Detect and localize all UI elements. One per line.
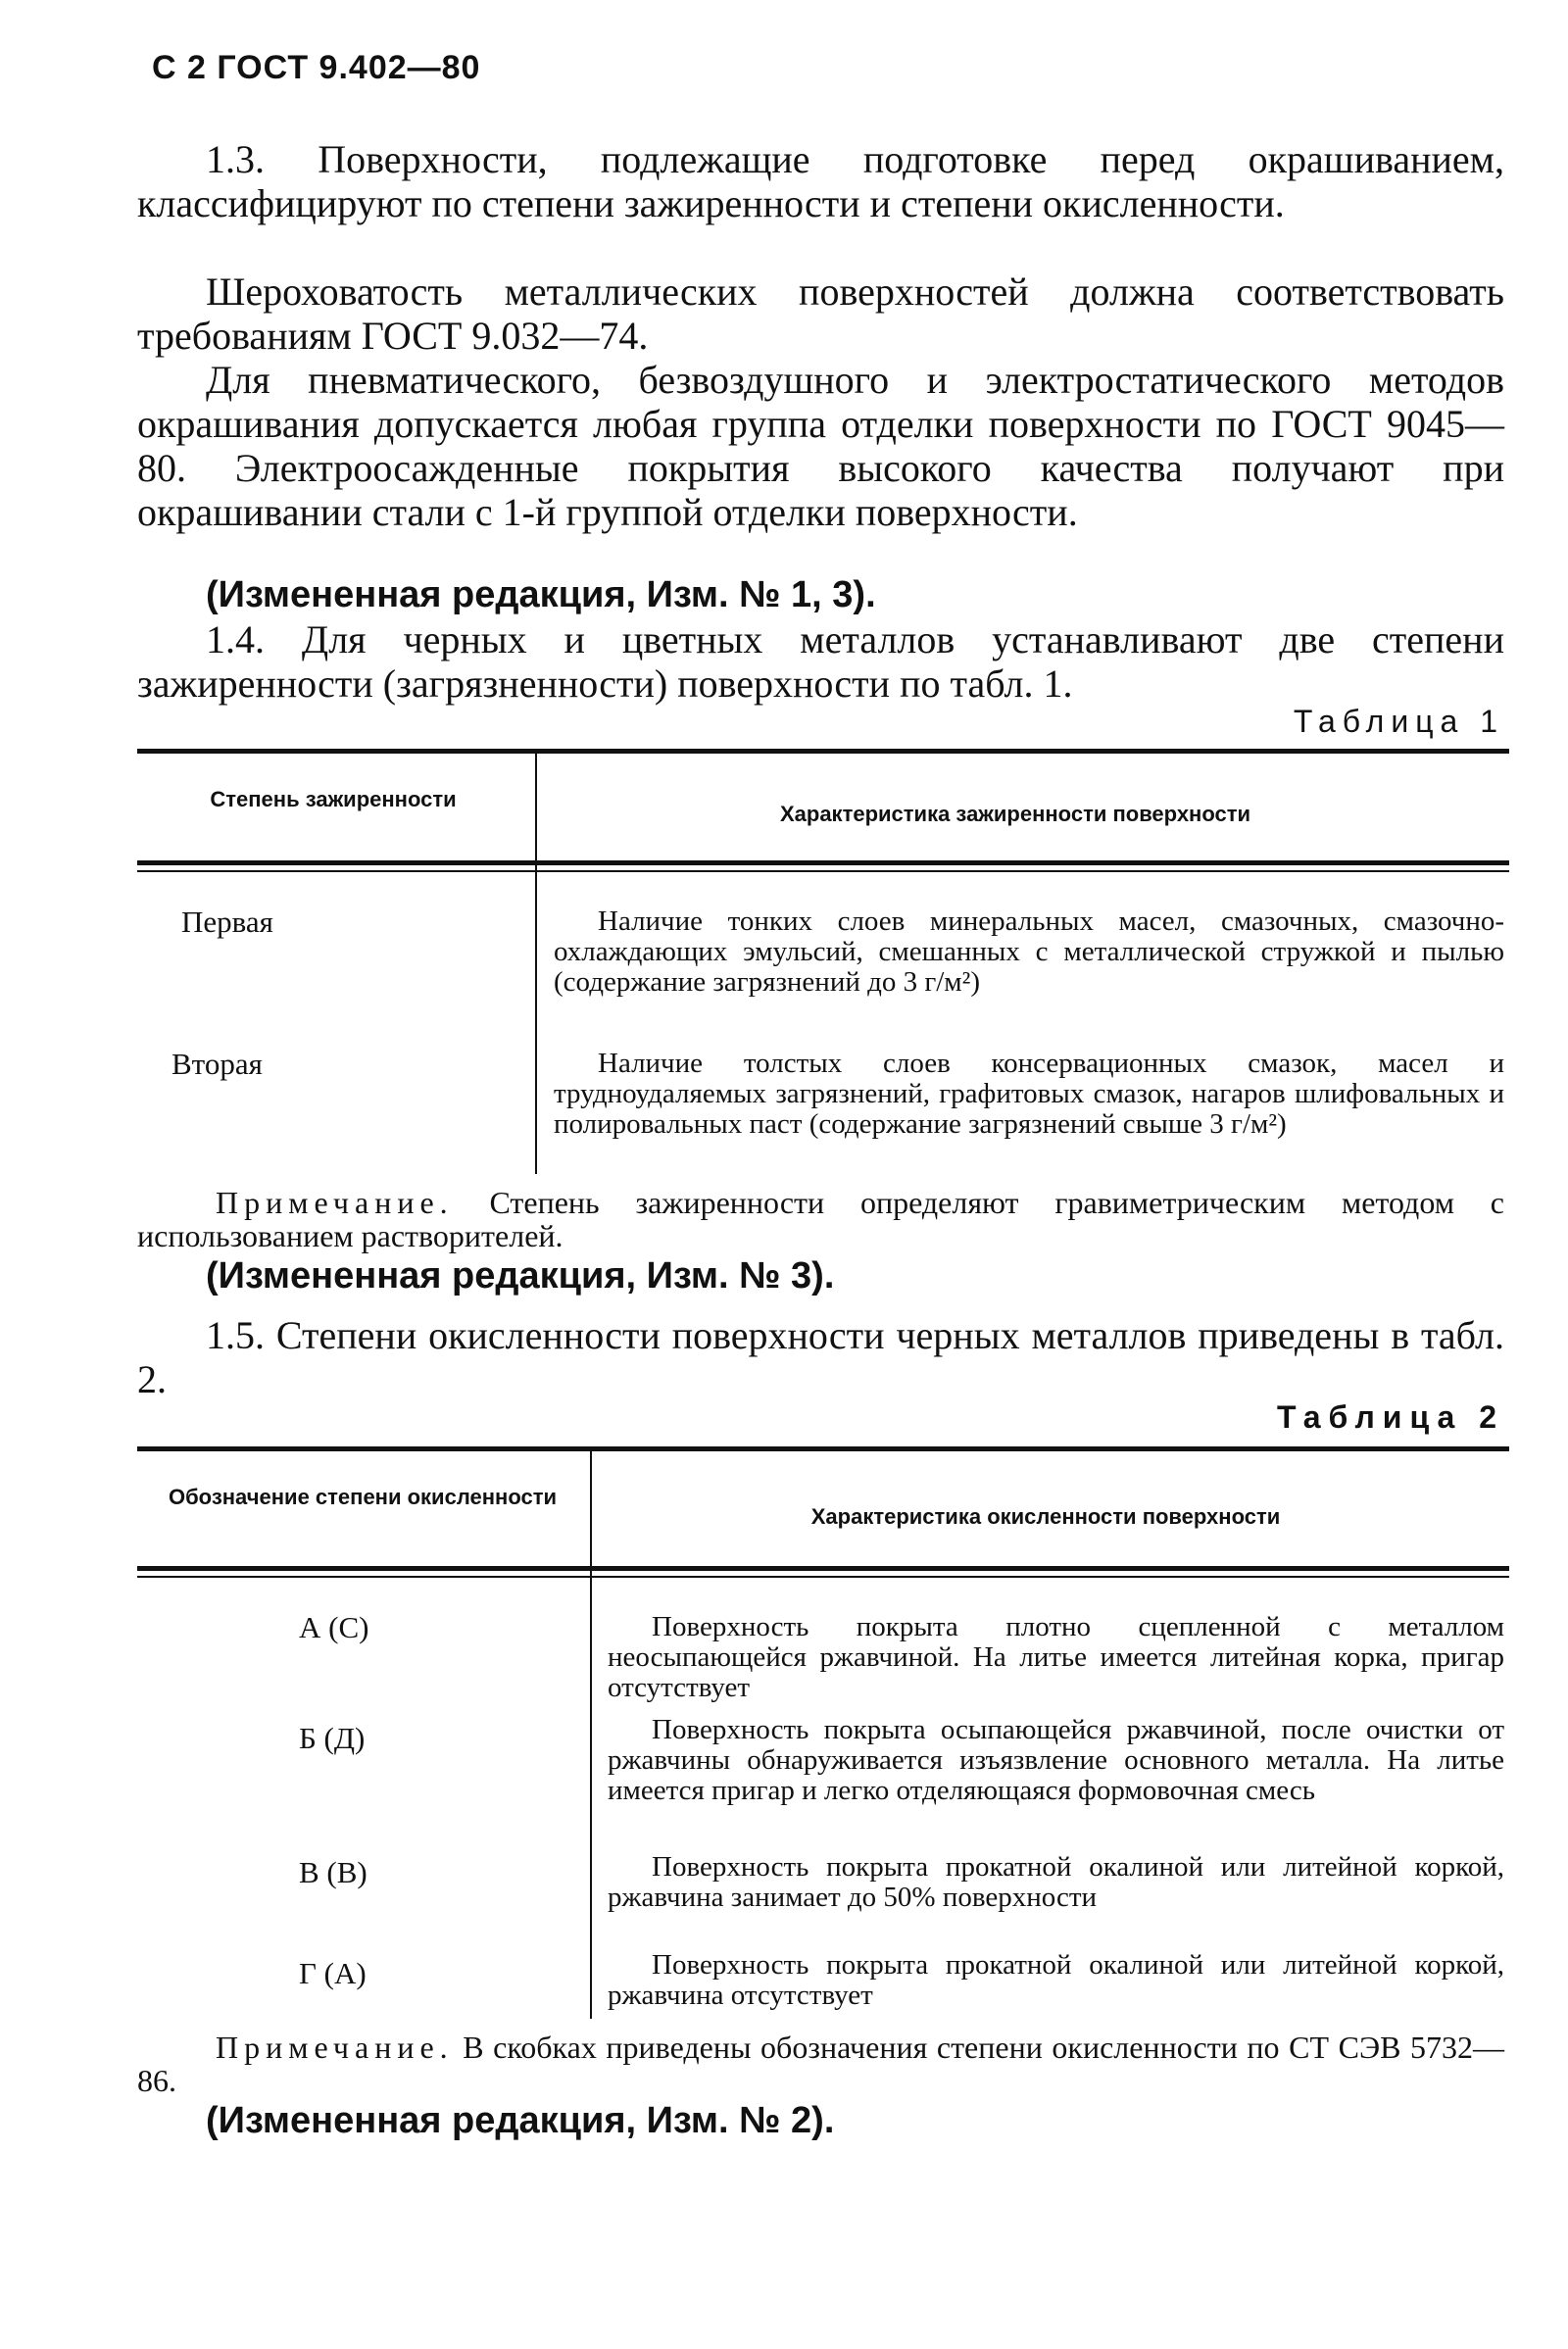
table-2-column-divider <box>590 1450 592 2019</box>
table-2-row-1-desc: Поверхность покрыта плотно сцепленной с металлом неосыпающейся ржавчиной. На литье имеется литейная корка, пригар отсутствует <box>608 1611 1504 1703</box>
table-1-col1-header: Степень зажиренности <box>210 787 457 811</box>
amendment-2: (Измененная редакция, Изм. № 2). <box>206 2100 835 2141</box>
paragraph-roughness: Шероховатость металлических поверхностей должна соответствовать требованиям ГОСТ 9.032—74. <box>137 269 1504 358</box>
table-1-row-2-degree: Вторая <box>172 1047 263 1081</box>
table-2-row-1-code: А (С) <box>299 1610 369 1644</box>
table-2-note-text: В скобках приведены обозначения степени окисленности по СТ СЭВ 5732—86. <box>137 2030 1504 2098</box>
amendment-1-3: (Измененная редакция, Изм. № 1, 3). <box>206 574 876 615</box>
table-2-row-3-code: В (В) <box>299 1855 368 1889</box>
paragraph-1-5: 1.5. Степени окисленности поверхности черных металлов приведены в табл. 2. <box>137 1313 1504 1401</box>
table-1-row-2-desc: Наличие толстых слоев консервационных смазок, масел и трудноудаляемых загрязнений, графитовых смазок, нагаров шлифовальных и полировальных паст (содержание загрязнений свыше 3 г/м²) <box>554 1048 1504 1140</box>
paragraph-1-3: 1.3. Поверхности, подлежащие подготовке перед окрашиванием, классифицируют по степени зажиренности и степени окисленности. <box>137 137 1504 225</box>
table-2-header-rule <box>137 1566 1509 1571</box>
table-1-row-1-degree: Первая <box>181 905 273 939</box>
table-2-col2-header: Характеристика окисленности поверхности <box>810 1504 1281 1529</box>
paragraph-pneumatic: Для пневматического, безвоздушного и электростатического методов окрашивания допускается любая группа отделки поверхности по ГОСТ 9045—80. Электроосажденные покрытия высокого качества получают при окрашивании стали с 1-й группой отделки поверхности. <box>137 358 1504 534</box>
table-2-row-2-desc: Поверхность покрыта осыпающейся ржавчиной, после очистки от ржавчины обнаруживается изъязвление основного металла. На литье имеется пригар и легко отделяющаяся формовочная смесь <box>608 1714 1504 1806</box>
table-1-note-text: Степень зажиренности определяют гравиметрическим методом с использованием растворителей. <box>137 1185 1504 1253</box>
table-2-label: Таблица 2 <box>1276 1399 1504 1435</box>
table-1-note <box>137 1186 1504 1252</box>
table-2-header-rule-double <box>137 1576 1509 1578</box>
table-2-note-label: Примечание. <box>216 2030 454 2065</box>
table-2-row-4-desc: Поверхность покрыта прокатной окалиной или литейной коркой, ржавчина отсутствует <box>608 1949 1504 2011</box>
table-1-row-1-desc: Наличие тонких слоев минеральных масел, смазочных, смазочно-охлаждающих эмульсий, смешанных с металлической стружкой и пылью (содержание загрязнений до 3 г/м²) <box>554 905 1504 998</box>
paragraph-1-4: 1.4. Для черных и цветных металлов устанавливают две степени зажиренности (загрязненности) поверхности по табл. 1. <box>137 617 1504 706</box>
table-2-row-2-code: Б (Д) <box>299 1721 366 1755</box>
table-2-top-rule <box>137 1446 1509 1451</box>
table-1-column-divider <box>535 753 537 1174</box>
table-1-top-rule <box>137 749 1509 754</box>
table-2-row-4-code: Г (А) <box>299 1956 367 1990</box>
table-2-note <box>137 2031 1504 2097</box>
table-2-row-3-desc: Поверхность покрыта прокатной окалиной или литейной коркой, ржавчина занимает до 50% поверхности <box>608 1851 1504 1913</box>
table-1-col2-header: Характеристика зажиренности поверхности <box>779 802 1251 826</box>
page-header: С 2 ГОСТ 9.402—80 <box>152 49 481 86</box>
table-1-header-rule-double <box>137 870 1509 872</box>
table-1-note-label: Примечание. <box>216 1185 454 1220</box>
amendment-3: (Измененная редакция, Изм. № 3). <box>206 1255 835 1297</box>
table-2-col1-header: Обозначение степени окисленности <box>168 1485 557 1509</box>
table-1-label: Таблица 1 <box>1293 704 1504 739</box>
table-1-header-rule <box>137 860 1509 865</box>
